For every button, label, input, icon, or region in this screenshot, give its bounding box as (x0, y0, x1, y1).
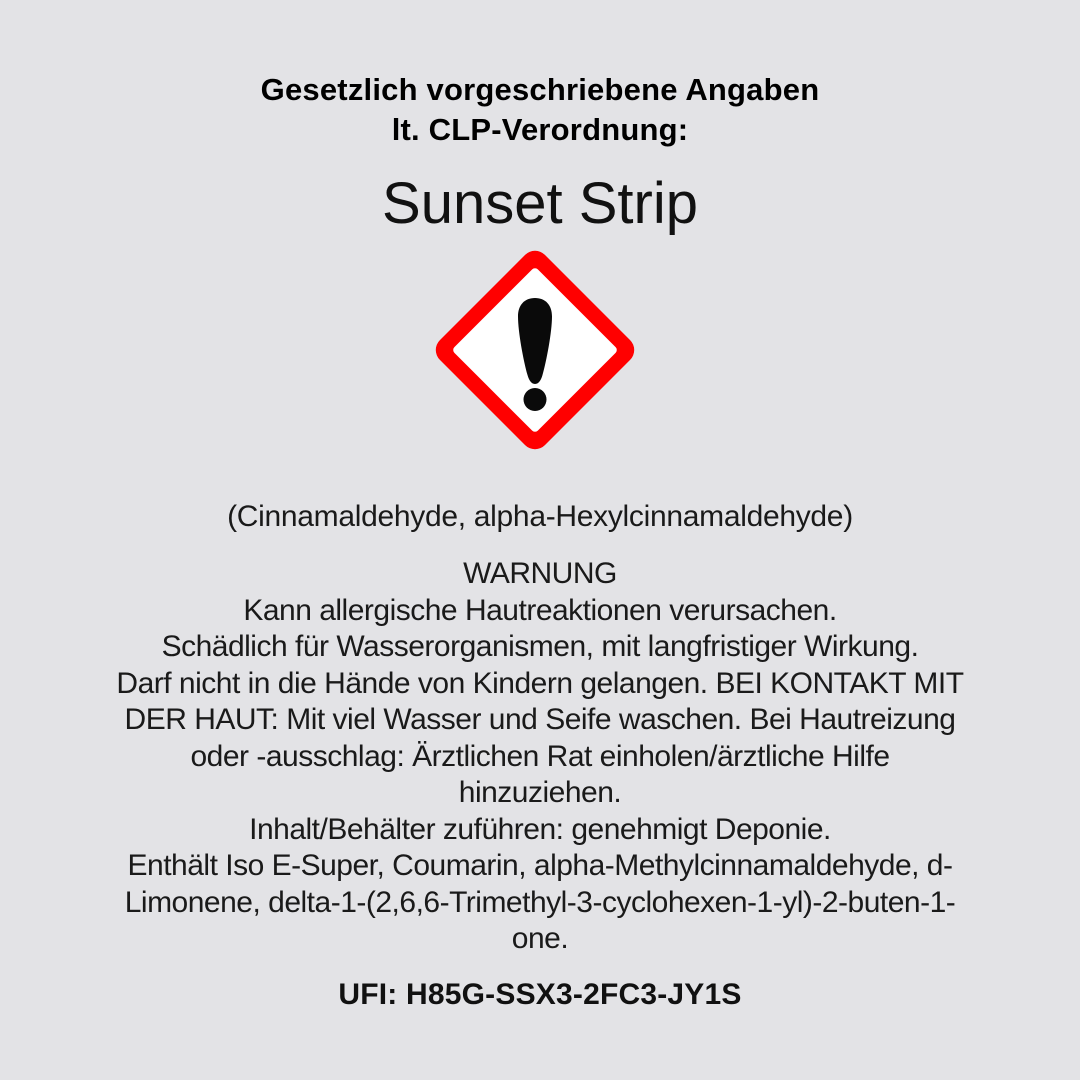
hazard-statement-line: hinzuziehen. (458, 776, 622, 809)
hazard-statement-line: Enthält Iso E-Super, Coumarin, alpha-Methylcinnamaldehyde, d- (127, 849, 953, 882)
hazard-statement-line: Kann allergische Hautreaktionen verursachen. (243, 593, 837, 627)
hazard-statement-line: Inhalt/Behälter zuführen: genehmigt Deponie. (249, 812, 831, 846)
hazard-statement-line: DER HAUT: Mit viel Wasser und Seife waschen. Bei Hautreizung (124, 703, 956, 736)
hazard-statement-line: one. (511, 922, 569, 955)
legal-header-line2: lt. CLP-Verordnung: (391, 112, 689, 147)
ghs-exclamation-diamond-icon (430, 245, 640, 455)
hazard-statements (0, 556, 1080, 958)
substances-line: (Cinnamaldehyde, alpha-Hexylcinnamaldehyde) (227, 500, 853, 533)
legal-header-line1: Gesetzlich vorgeschriebene Angaben (260, 72, 820, 107)
signal-word: WARNUNG (463, 557, 617, 590)
hazard-statement-line: oder -ausschlag: Ärztlichen Rat einholen/ärztliche Hilfe (190, 739, 890, 773)
legal-header (0, 70, 1080, 150)
exclamation-dot (524, 388, 547, 411)
hazard-statement-line: Limonene, delta-1-(2,6,6-Trimethyl-3-cyclohexen-1-yl)-2-buten-1- (124, 885, 956, 919)
hazard-statement-line: Schädlich für Wasserorganismen, mit langfristiger Wirkung. (161, 630, 919, 663)
ufi-code: UFI: H85G-SSX3-2FC3-JY1S (338, 978, 742, 1011)
product-name: Sunset Strip (382, 171, 698, 236)
hazard-statement-line: Darf nicht in die Hände von Kindern gelangen. BEI KONTAKT MIT (116, 666, 964, 700)
ghs07-pictogram (430, 245, 640, 455)
